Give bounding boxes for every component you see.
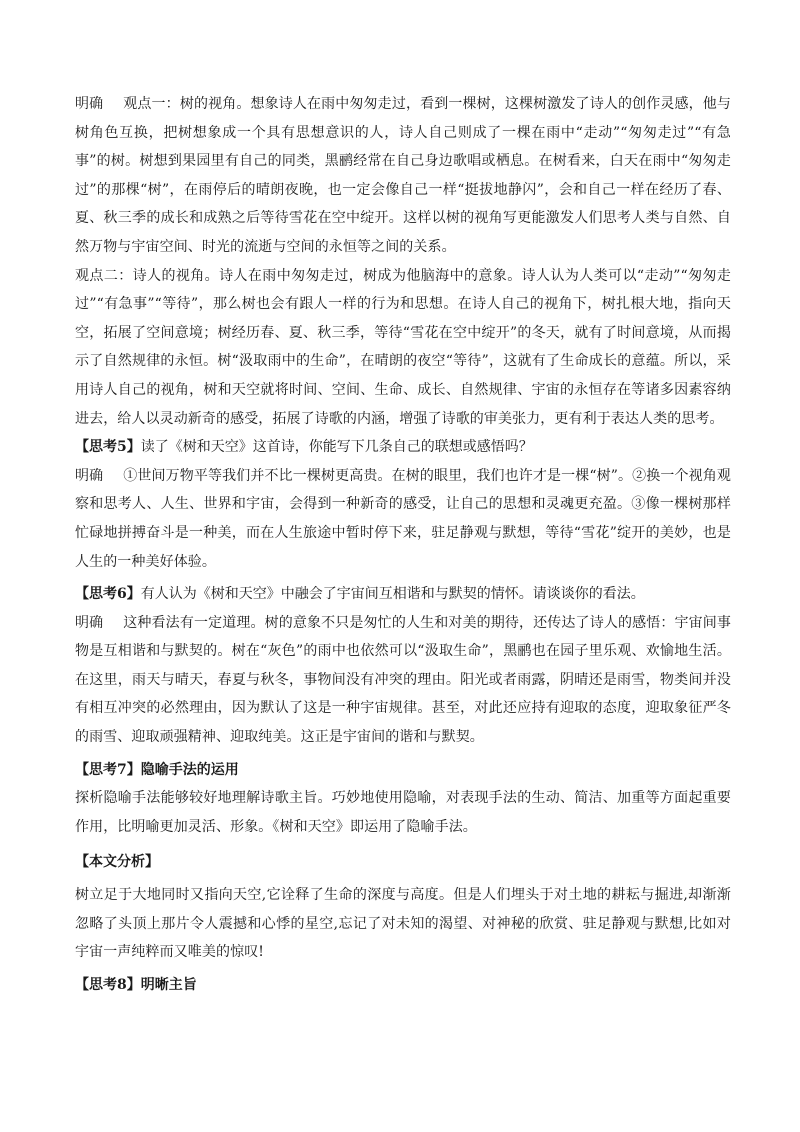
- answer-6: [75, 609, 731, 752]
- question-text: 隐喻手法的运用: [140, 761, 239, 778]
- question-5: [75, 433, 731, 462]
- answer-5: [75, 462, 731, 576]
- document-page: [75, 90, 731, 999]
- question-text: 读了《树和天空》这首诗，你能写下几条自己的联想或感悟吗？: [140, 439, 533, 456]
- question-tag: 【思考8】: [75, 976, 141, 993]
- answer-label: 明确: [75, 96, 104, 112]
- paragraph-text: 树立足于大地同时又指向天空,它诠释了生命的深度与高度。但是人们埋头于对土地的耕耘与掘进,却渐渐忽略了头顶上那片令人震撼和心悸的星空,忘记了对未知的渴望、对神秘的欣赏、驻足静观与默想,比如对宇宙一声纯粹而又唯美的惊叹!: [75, 887, 731, 961]
- answer-label: 明确: [75, 467, 104, 484]
- paragraph-text: 观点一：树的视角。想象诗人在雨中匆匆走过，看到一棵树，这棵树激发了诗人的创作灵感，他与树角色互换，把树想象成一个具有思想意识的人，诗人自己则成了一棵在雨中“走动”“匆匆走过”“有急事”的树。树想到果园里有自己的同类，黑鹂经常在自己身边歌唱或栖息。在树看来，白天在雨中“匆匆走过”的那棵“树”，在雨停后的晴朗夜晚，也一定会像自己一样“挺拔地静闪”，会和自己一样在经历了春、夏、秋三季的成长和成熟之后等待雪花在空中绽开。这样以树的视角写更能激发人们思考人类与自然、自然万物与宇宙空间、时光的流逝与空间的永恒等之间的关系。: [75, 96, 731, 255]
- question-6: [75, 580, 731, 609]
- paragraph-analysis: [75, 881, 731, 967]
- section-heading-analysis: 【本文分析】: [75, 854, 159, 871]
- question-text: 有人认为《树和天空》中融会了宇宙间互相谐和与默契的情怀。请谈谈你的看法。: [140, 586, 645, 603]
- paragraph-text: 观点二：诗人的视角。诗人在雨中匆匆走过，树成为他脑海中的意象。诗人认为人类可以“走动”“匆匆走过”“有急事”“等待”，那么树也会有跟人一样的行为和思想。在诗人自己的视角下，树扎根大地，指向天空，拓展了空间意境；树经历春、夏、秋三季，等待“雪花在空中绽开”的冬天，就有了时间意境，从而揭示了自然规律的永恒。树“汲取雨中的生命”，在晴朗的夜空“等待”，这就有了生命成长的意蕴。所以，采用诗人自己的视角，树和天空就将时间、空间、生命、成长、自然规律、宇宙的永恒存在等诸多因素容纳进去，给人以灵动新奇的感受，拓展了诗歌的内涵，增强了诗歌的审美张力，更有利于表达人类的思考。: [75, 267, 731, 427]
- question-8: [75, 971, 731, 1000]
- question-tag: 【思考6】: [75, 586, 141, 603]
- paragraph-text: ①世间万物平等我们并不比一棵树更高贵。在树的眼里，我们也许才是一棵“树”。②换一个视角观察和思考人、人生、世界和宇宙，会得到一种新奇的感受，让自己的思想和灵魂更充盈。③像一棵树那样忙碌地拼搏奋斗是一种美，而在人生旅途中暂时停下来，驻足静观与默想，等待“雪花”绽开的美妙，也是人生的一种美好体验。: [75, 467, 731, 570]
- paragraph-text: 探析隐喻手法能够较好地理解诗歌主旨。巧妙地使用隐喻，对表现手法的生动、简洁、加重等方面起重要作用，比明喻更加灵活、形象。《树和天空》即运用了隐喻手法。: [75, 790, 731, 835]
- answer-label: 明确: [75, 614, 104, 631]
- paragraph-viewpoint-one: [75, 90, 731, 262]
- question-tag: 【思考5】: [75, 439, 141, 456]
- question-tag: 【思考7】: [75, 761, 141, 778]
- paragraph-viewpoint-two: [75, 262, 731, 434]
- paragraph-text: 这种看法有一定道理。树的意象不只是匆忙的人生和对美的期待，还传达了诗人的感悟：宇宙间事物是互相谐和与默契的。树在“灰色”的雨中也依然可以“汲取生命”，黑鹂也在园子里乐观、欢愉地生活。在这里，雨天与晴天，春夏与秋冬，事物间没有冲突的理由。阳光或者雨露，阴晴还是雨雪，物类间并没有相互冲突的必然理由，因为默认了这是一种宇宙规律。甚至，对此还应持有迎取的态度，迎取象征严冬的雨雪、迎取顽强精神、迎取纯美。这正是宇宙间的谐和与默契。: [75, 614, 731, 746]
- question-7: [75, 756, 731, 785]
- question-text: 明晰主旨: [140, 976, 197, 993]
- paragraph-metaphor: [75, 784, 731, 841]
